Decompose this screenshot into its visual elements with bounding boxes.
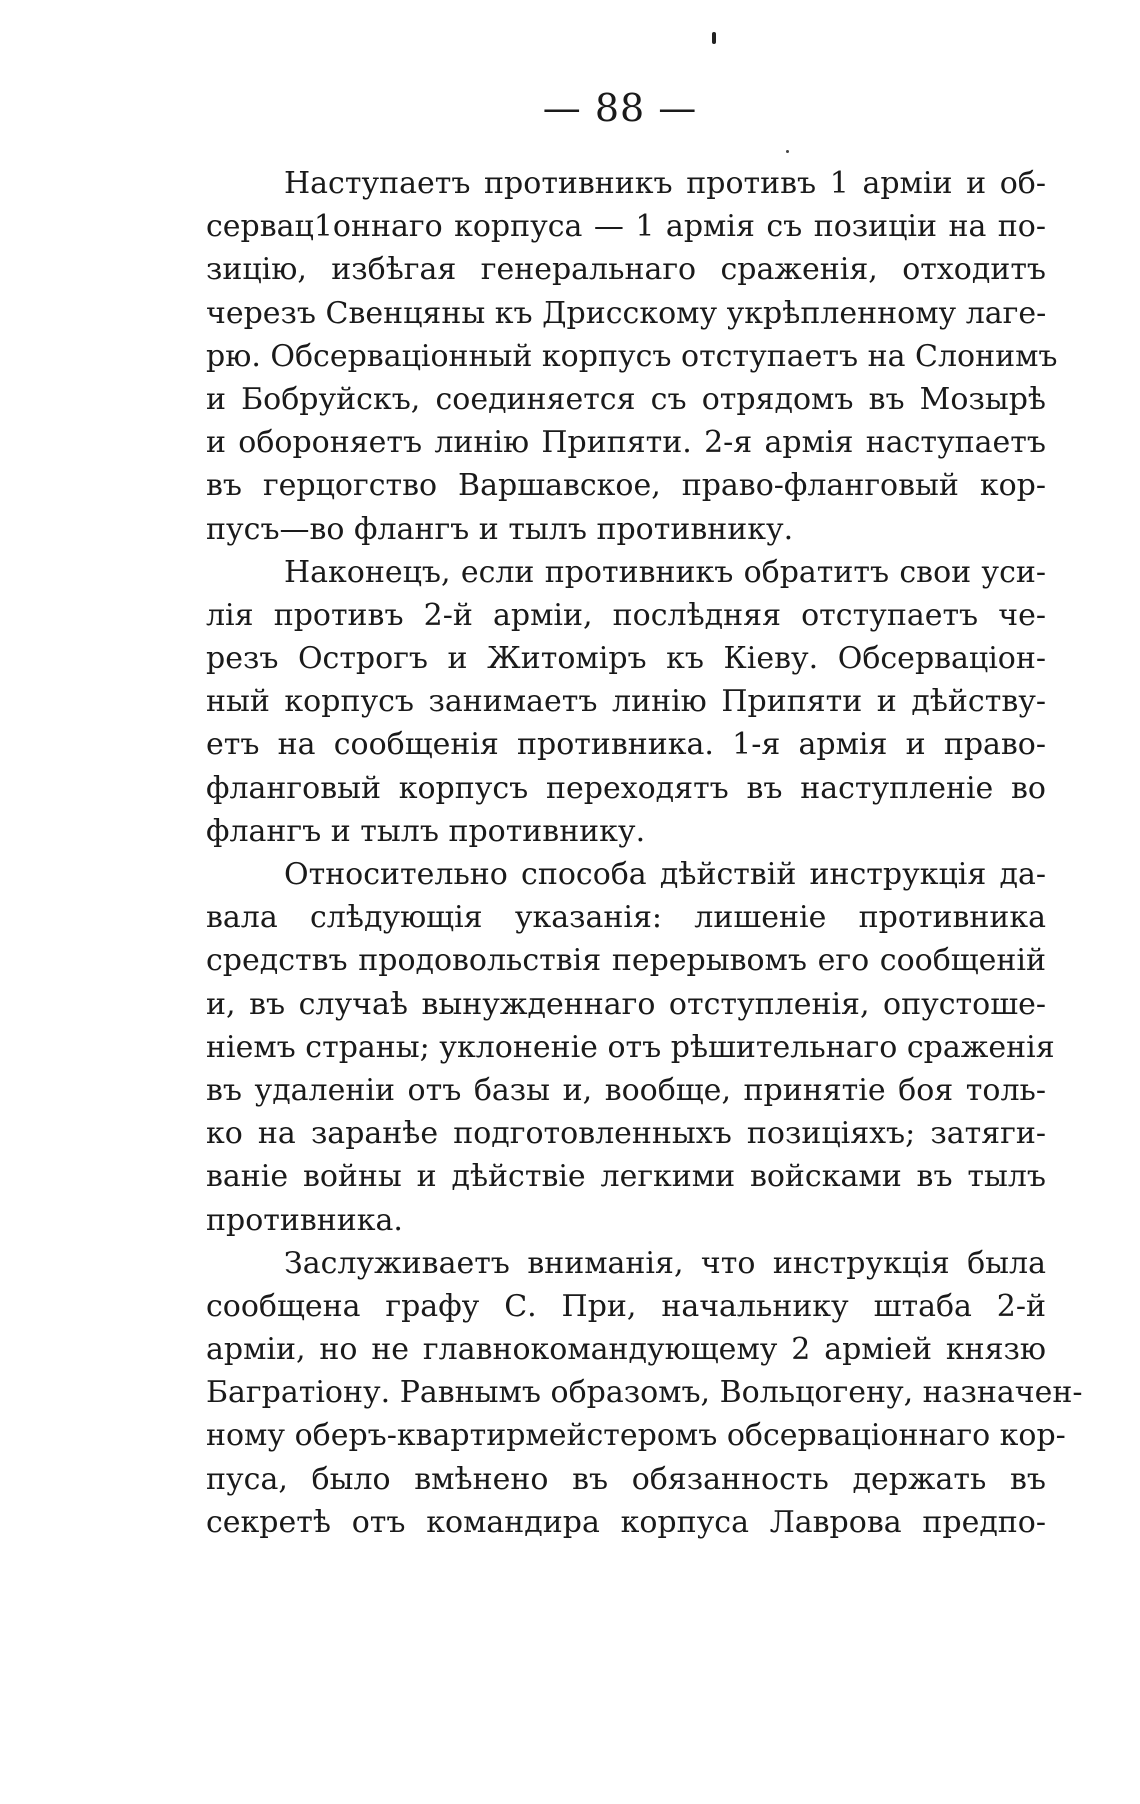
body-text xyxy=(206,162,1083,1544)
text-line: средствъ продовольствія перерывомъ его сообщеній xyxy=(206,943,1046,979)
text-line: рю. Обсерваціонный корпусъ отступаетъ на Слонимъ xyxy=(206,338,1058,374)
print-speck xyxy=(786,150,789,153)
text-line: ный корпусъ занимаетъ линію Припяти и дѣйству- xyxy=(206,684,1046,720)
text-line: Относительно способа дѣйствій инструкція да- xyxy=(284,857,1046,892)
text-line: ніемъ страны; уклоненіе отъ рѣшительнаго сраженія xyxy=(206,1029,1055,1065)
text-line: секретѣ отъ командира корпуса Лаврова предпо- xyxy=(206,1504,1046,1540)
text-line: ваніе войны и дѣйствіе легкими войсками въ тылъ xyxy=(206,1159,1046,1195)
text-line: флангъ и тылъ противнику. xyxy=(206,813,646,849)
text-line: Заслуживаетъ вниманія, что инструкція была xyxy=(284,1245,1046,1281)
text-line: етъ на сообщенія противника. 1-я армія и право- xyxy=(206,727,1046,763)
text-line: фланговый корпусъ переходятъ въ наступленіе во xyxy=(206,770,1046,806)
text-line: Багратіону. Равнымъ образомъ, Вольцогену, назначен- xyxy=(206,1375,1083,1411)
text-line: черезъ Свенцяны къ Дрисскому укрѣпленному лаге- xyxy=(206,295,1047,331)
text-line: пуса, было вмѣнено въ обязанность держать въ xyxy=(206,1461,1046,1497)
text-line: Наступаетъ противникъ противъ 1 арміи и об- xyxy=(284,166,1046,201)
text-line: арміи, но не главнокомандующему 2 арміей князю xyxy=(206,1332,1046,1368)
text-line: зицію, избѣгая генеральнаго сраженія, отходитъ xyxy=(206,252,1046,288)
text-line: въ герцогство Варшавское, право-фланговый кор- xyxy=(206,468,1046,504)
text-line: сообщена графу С. При, начальнику штаба 2-й xyxy=(206,1288,1046,1324)
text-line: противника. xyxy=(206,1202,403,1238)
text-line: вала слѣдующія указанія: лишеніе противника xyxy=(206,900,1046,936)
print-mark xyxy=(712,32,716,44)
text-line: и Бобруйскъ, соединяется съ отрядомъ въ Мозырѣ xyxy=(206,381,1046,417)
text-line: и, въ случаѣ вынужденнаго отступленія, опустоше- xyxy=(206,986,1046,1022)
text-line: ному оберъ-квартирмейстеромъ обсерваціоннаго кор- xyxy=(206,1418,1066,1454)
text-line: резъ Острогъ и Житоміръ къ Кіеву. Обсерваціон- xyxy=(206,641,1046,677)
text-line: въ удаленіи отъ базы и, вообще, принятіе боя толь- xyxy=(206,1072,1046,1108)
text-line: сервац1оннаго корпуса — 1 армія съ позиціи на по- xyxy=(206,209,1046,245)
text-line: Наконецъ, если противникъ обратитъ свои уси- xyxy=(284,554,1046,590)
text-line: и обороняетъ линію Припяти. 2-я армія наступаетъ xyxy=(206,425,1046,461)
page-number: — 88 — xyxy=(542,86,698,130)
text-line: пусъ—во флангъ и тылъ противнику. xyxy=(206,511,794,547)
text-line: лія противъ 2-й арміи, послѣдняя отступаетъ че- xyxy=(206,597,1046,633)
text-line: ко на заранѣе подготовленныхъ позиціяхъ; затяги- xyxy=(206,1116,1046,1152)
